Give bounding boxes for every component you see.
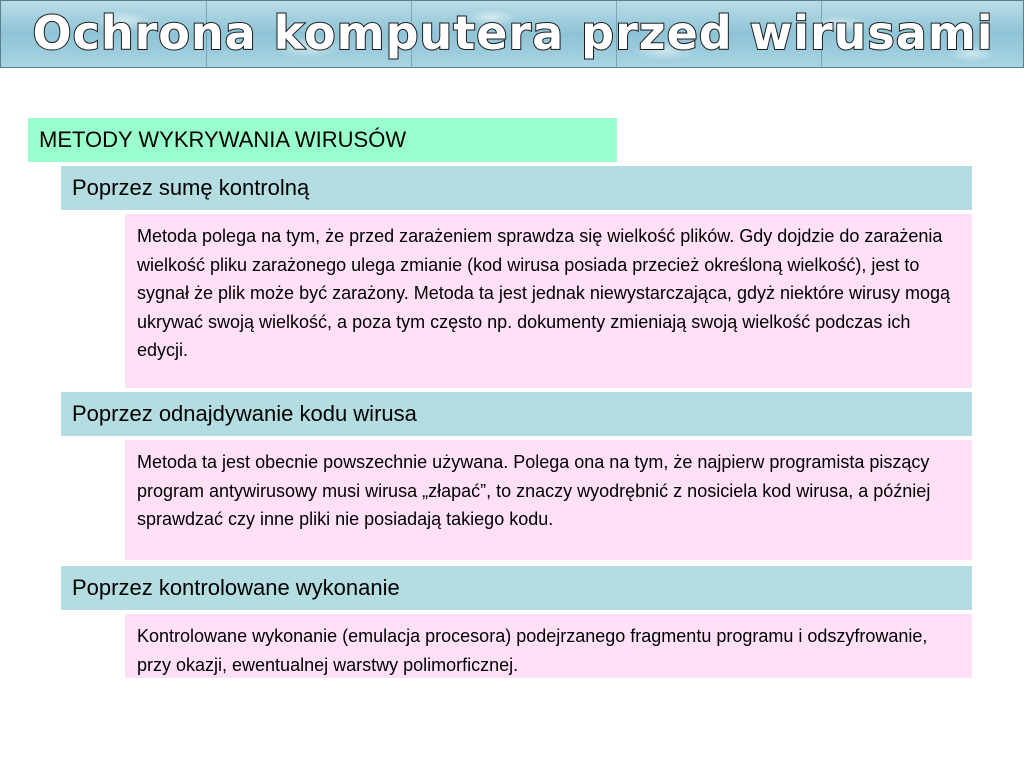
method-description-emulation: Kontrolowane wykonanie (emulacja procesora) podejrzanego fragmentu programu i odszyfrowanie, przy okazji, ewentualnej warstwy polimorficznej. — [125, 614, 972, 678]
method-heading-checksum: Poprzez sumę kontrolną — [61, 166, 972, 210]
method-description-checksum: Metoda polega na tym, że przed zarażeniem sprawdza się wielkość plików. Gdy dojdzie do zarażenia wielkość pliku zarażonego ulega zmianie (kod wirusa posiada przecież określoną wielkość), jest to sygnał że plik może być zarażony. Metoda ta jest jednak niewystarczająca, gdyż niektóre wirusy mogą ukrywać swoją wielkość, a poza tym często np. dokumenty zmieniają swoją wielkość podczas ich edycji. — [125, 214, 972, 388]
method-heading-emulation: Poprzez kontrolowane wykonanie — [61, 566, 972, 610]
method-description-signature: Metoda ta jest obecnie powszechnie używana. Polega ona na tym, że najpierw programista piszący program antywirusowy musi wirusa „złapać”, to znaczy wyodrębnić z nosiciela kod wirusa, a później sprawdzać czy inne pliki nie posiadają takiego kodu. — [125, 440, 972, 560]
title-banner — [0, 0, 1024, 68]
method-heading-signature: Poprzez odnajdywanie kodu wirusa — [61, 392, 972, 436]
slide-title: Ochrona komputera przed wirusami — [32, 6, 994, 60]
section-header: METODY WYKRYWANIA WIRUSÓW — [28, 118, 617, 162]
